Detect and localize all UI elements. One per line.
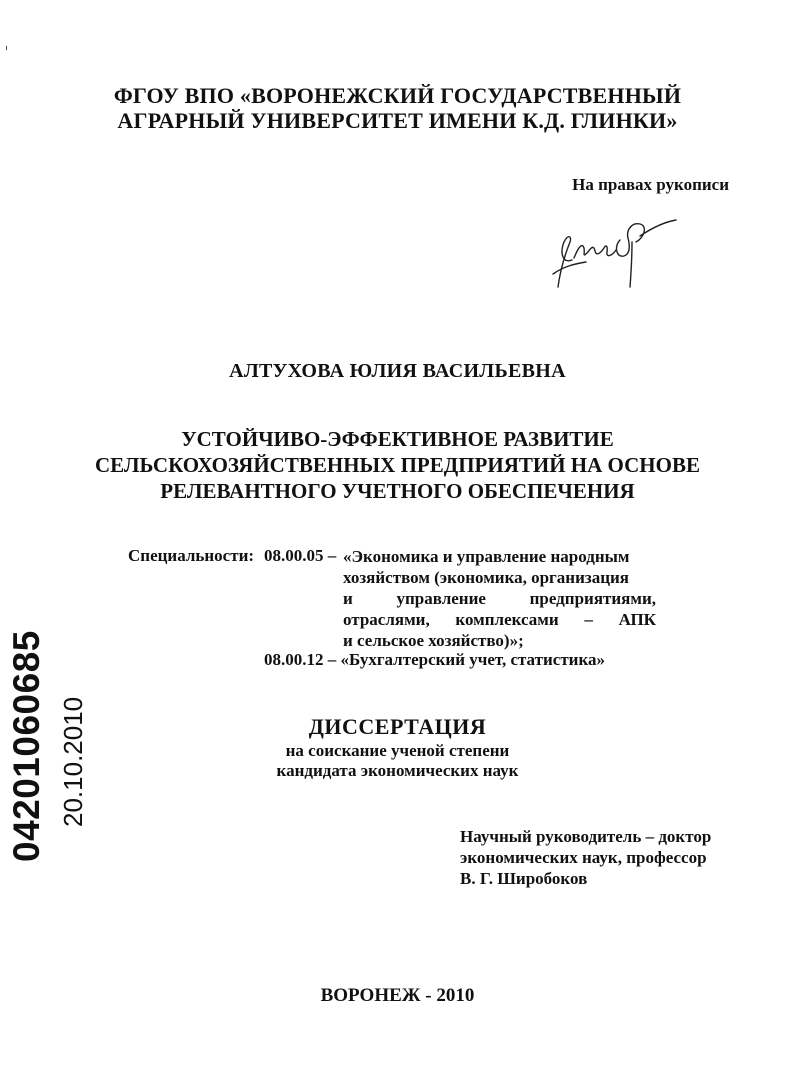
- manuscript-note: На правах рукописи: [572, 175, 729, 194]
- document-type: ДИССЕРТАЦИЯ: [308, 714, 487, 739]
- specialty-2-code: 08.00.12 –: [264, 650, 337, 669]
- advisor-line-1: Научный руководитель – доктор: [460, 827, 712, 846]
- specialty-1-line: отраслями, комплексами – АПК: [343, 610, 656, 629]
- advisor-line-2: экономических наук, профессор: [460, 848, 707, 867]
- institution-line-1: ФГОУ ВПО «ВОРОНЕЖСКИЙ ГОСУДАРСТВЕННЫЙ: [113, 83, 682, 108]
- specialties-label: Специальности:: [128, 546, 255, 565]
- degree-line-2: кандидата экономических наук: [276, 761, 519, 780]
- title-line-1: УСТОЙЧИВО-ЭФФЕКТИВНОЕ РАЗВИТИЕ: [181, 427, 614, 451]
- specialty-1-line: и управление предприятиями,: [343, 589, 656, 608]
- specialty-1-code: 08.00.05 –: [264, 546, 337, 565]
- archive-date: 20.10.2010: [58, 696, 88, 827]
- specialty-1-line: «Экономика и управление народным: [343, 547, 630, 566]
- degree-line-1: на соискание ученой степени: [285, 741, 510, 760]
- specialty-1-line: хозяйством (экономика, организация: [343, 568, 629, 587]
- advisor-name: В. Г. Широбоков: [460, 869, 588, 888]
- title-line-2: СЕЛЬСКОХОЗЯЙСТВЕННЫХ ПРЕДПРИЯТИЙ НА ОСНОВЕ: [95, 453, 700, 477]
- title-line-3: РЕЛЕВАНТНОГО УЧЕТНОГО ОБЕСПЕЧЕНИЯ: [160, 479, 635, 503]
- dissertation-title: [0, 426, 795, 504]
- specialty-2-text: «Бухгалтерский учет, статистика»: [340, 650, 605, 669]
- archive-number: 04201060685: [6, 630, 47, 862]
- scientific-advisor: [460, 826, 711, 889]
- institution-header: [0, 83, 795, 133]
- specialty-1-line: и сельское хозяйство)»;: [343, 631, 524, 650]
- scan-speck: [6, 46, 7, 50]
- signature-image: [548, 212, 683, 297]
- degree-statement: [0, 741, 795, 781]
- author-name: АЛТУХОВА ЮЛИЯ ВАСИЛЬЕВНА: [229, 360, 566, 382]
- specialty-2: [264, 650, 605, 670]
- institution-line-2: АГРАРНЫЙ УНИВЕРСИТЕТ ИМЕНИ К.Д. ГЛИНКИ»: [117, 108, 678, 133]
- specialty-1-description: [343, 546, 656, 651]
- city-year: ВОРОНЕЖ - 2010: [320, 985, 475, 1006]
